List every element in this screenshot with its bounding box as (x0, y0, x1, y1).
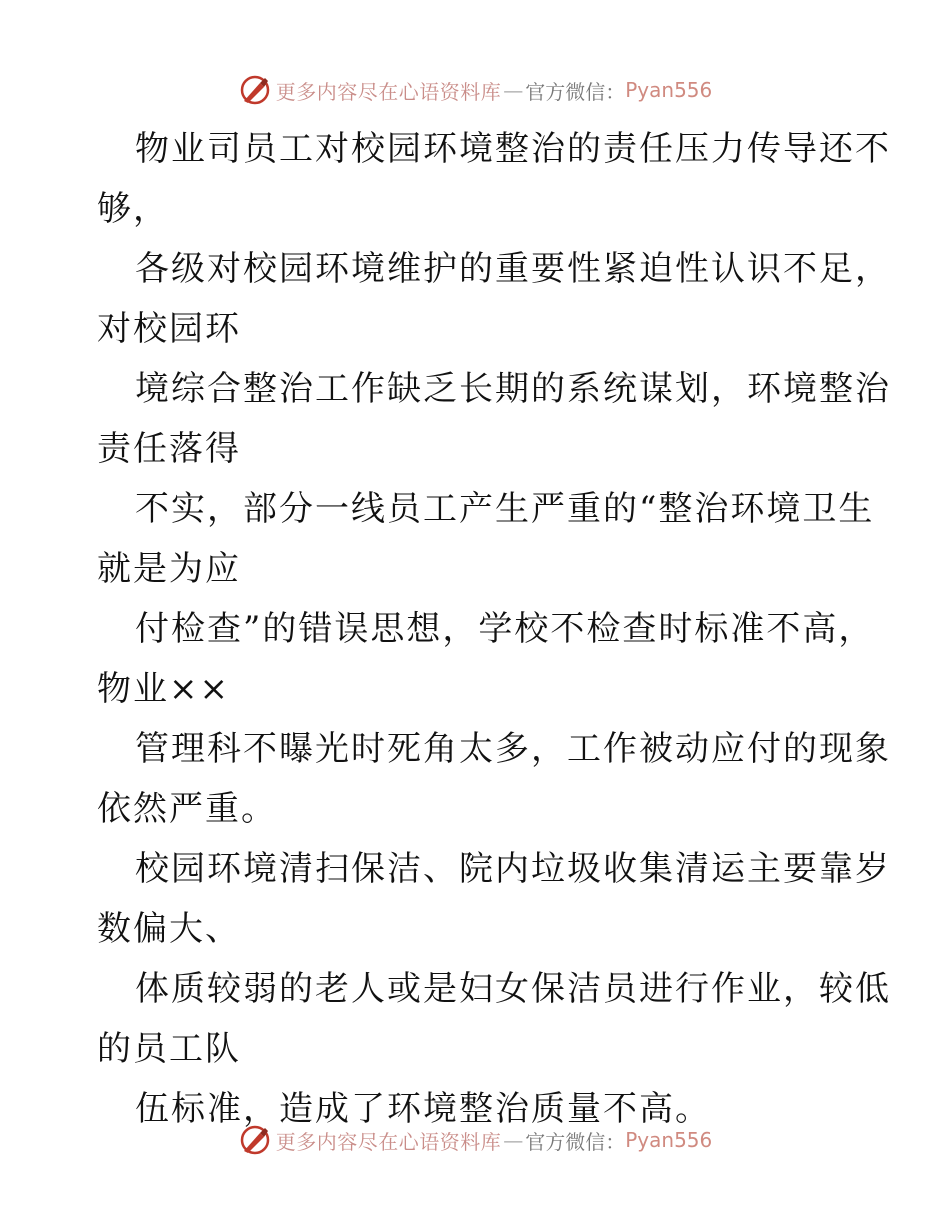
header-banner (0, 72, 950, 108)
body-line: 校园环境清扫保洁、院内垃圾收集清运主要靠岁 (135, 849, 891, 889)
body-line: 物业×× (97, 669, 230, 709)
body-line: 各级对校园环境维护的重要性紧迫性认识不足， (135, 249, 891, 289)
body-line: 不实，部分一线员工产生严重的“整治环境卫生 (135, 489, 875, 529)
body-line: 责任落得 (97, 429, 241, 469)
body-line: 管理科不曝光时死角太多，工作被动应付的现象 (135, 729, 891, 769)
body-line: 就是为应 (97, 549, 241, 589)
footer-banner (0, 1122, 950, 1158)
header-wechat-id: Pyan556 (625, 78, 713, 102)
footer-wechat-label: 官方微信： (525, 1129, 626, 1154)
footer-separator: — (503, 1128, 524, 1152)
footer-promo-text: 更多内容尽在心语资料库 (275, 1129, 502, 1154)
body-line: 的员工队 (97, 1029, 241, 1069)
brush-pen-icon (238, 1123, 272, 1157)
brush-pen-icon (238, 73, 272, 107)
body-line: 数偏大、 (97, 909, 241, 949)
body-line: 伍标准，造成了环境整治质量不高。 (135, 1089, 711, 1129)
body-line: 体质较弱的老人或是妇女保洁员进行作业，较低 (135, 969, 891, 1009)
body-line: 依然严重。 (97, 789, 277, 829)
body-line: 物业司员工对校园环境整治的责任压力传导还不 (135, 129, 891, 169)
body-line: 付检查”的错误思想，学校不检查时标准不高， (135, 609, 875, 649)
body-line: 境综合整治工作缺乏长期的系统谋划，环境整治 (135, 369, 891, 409)
header-wechat-label: 官方微信： (525, 79, 626, 104)
body-line: 够， (97, 189, 169, 229)
body-line: 对校园环 (97, 309, 241, 349)
document-body (97, 119, 891, 1139)
header-separator: — (503, 78, 524, 102)
footer-wechat-id: Pyan556 (625, 1128, 713, 1152)
header-promo-text: 更多内容尽在心语资料库 (275, 79, 502, 104)
